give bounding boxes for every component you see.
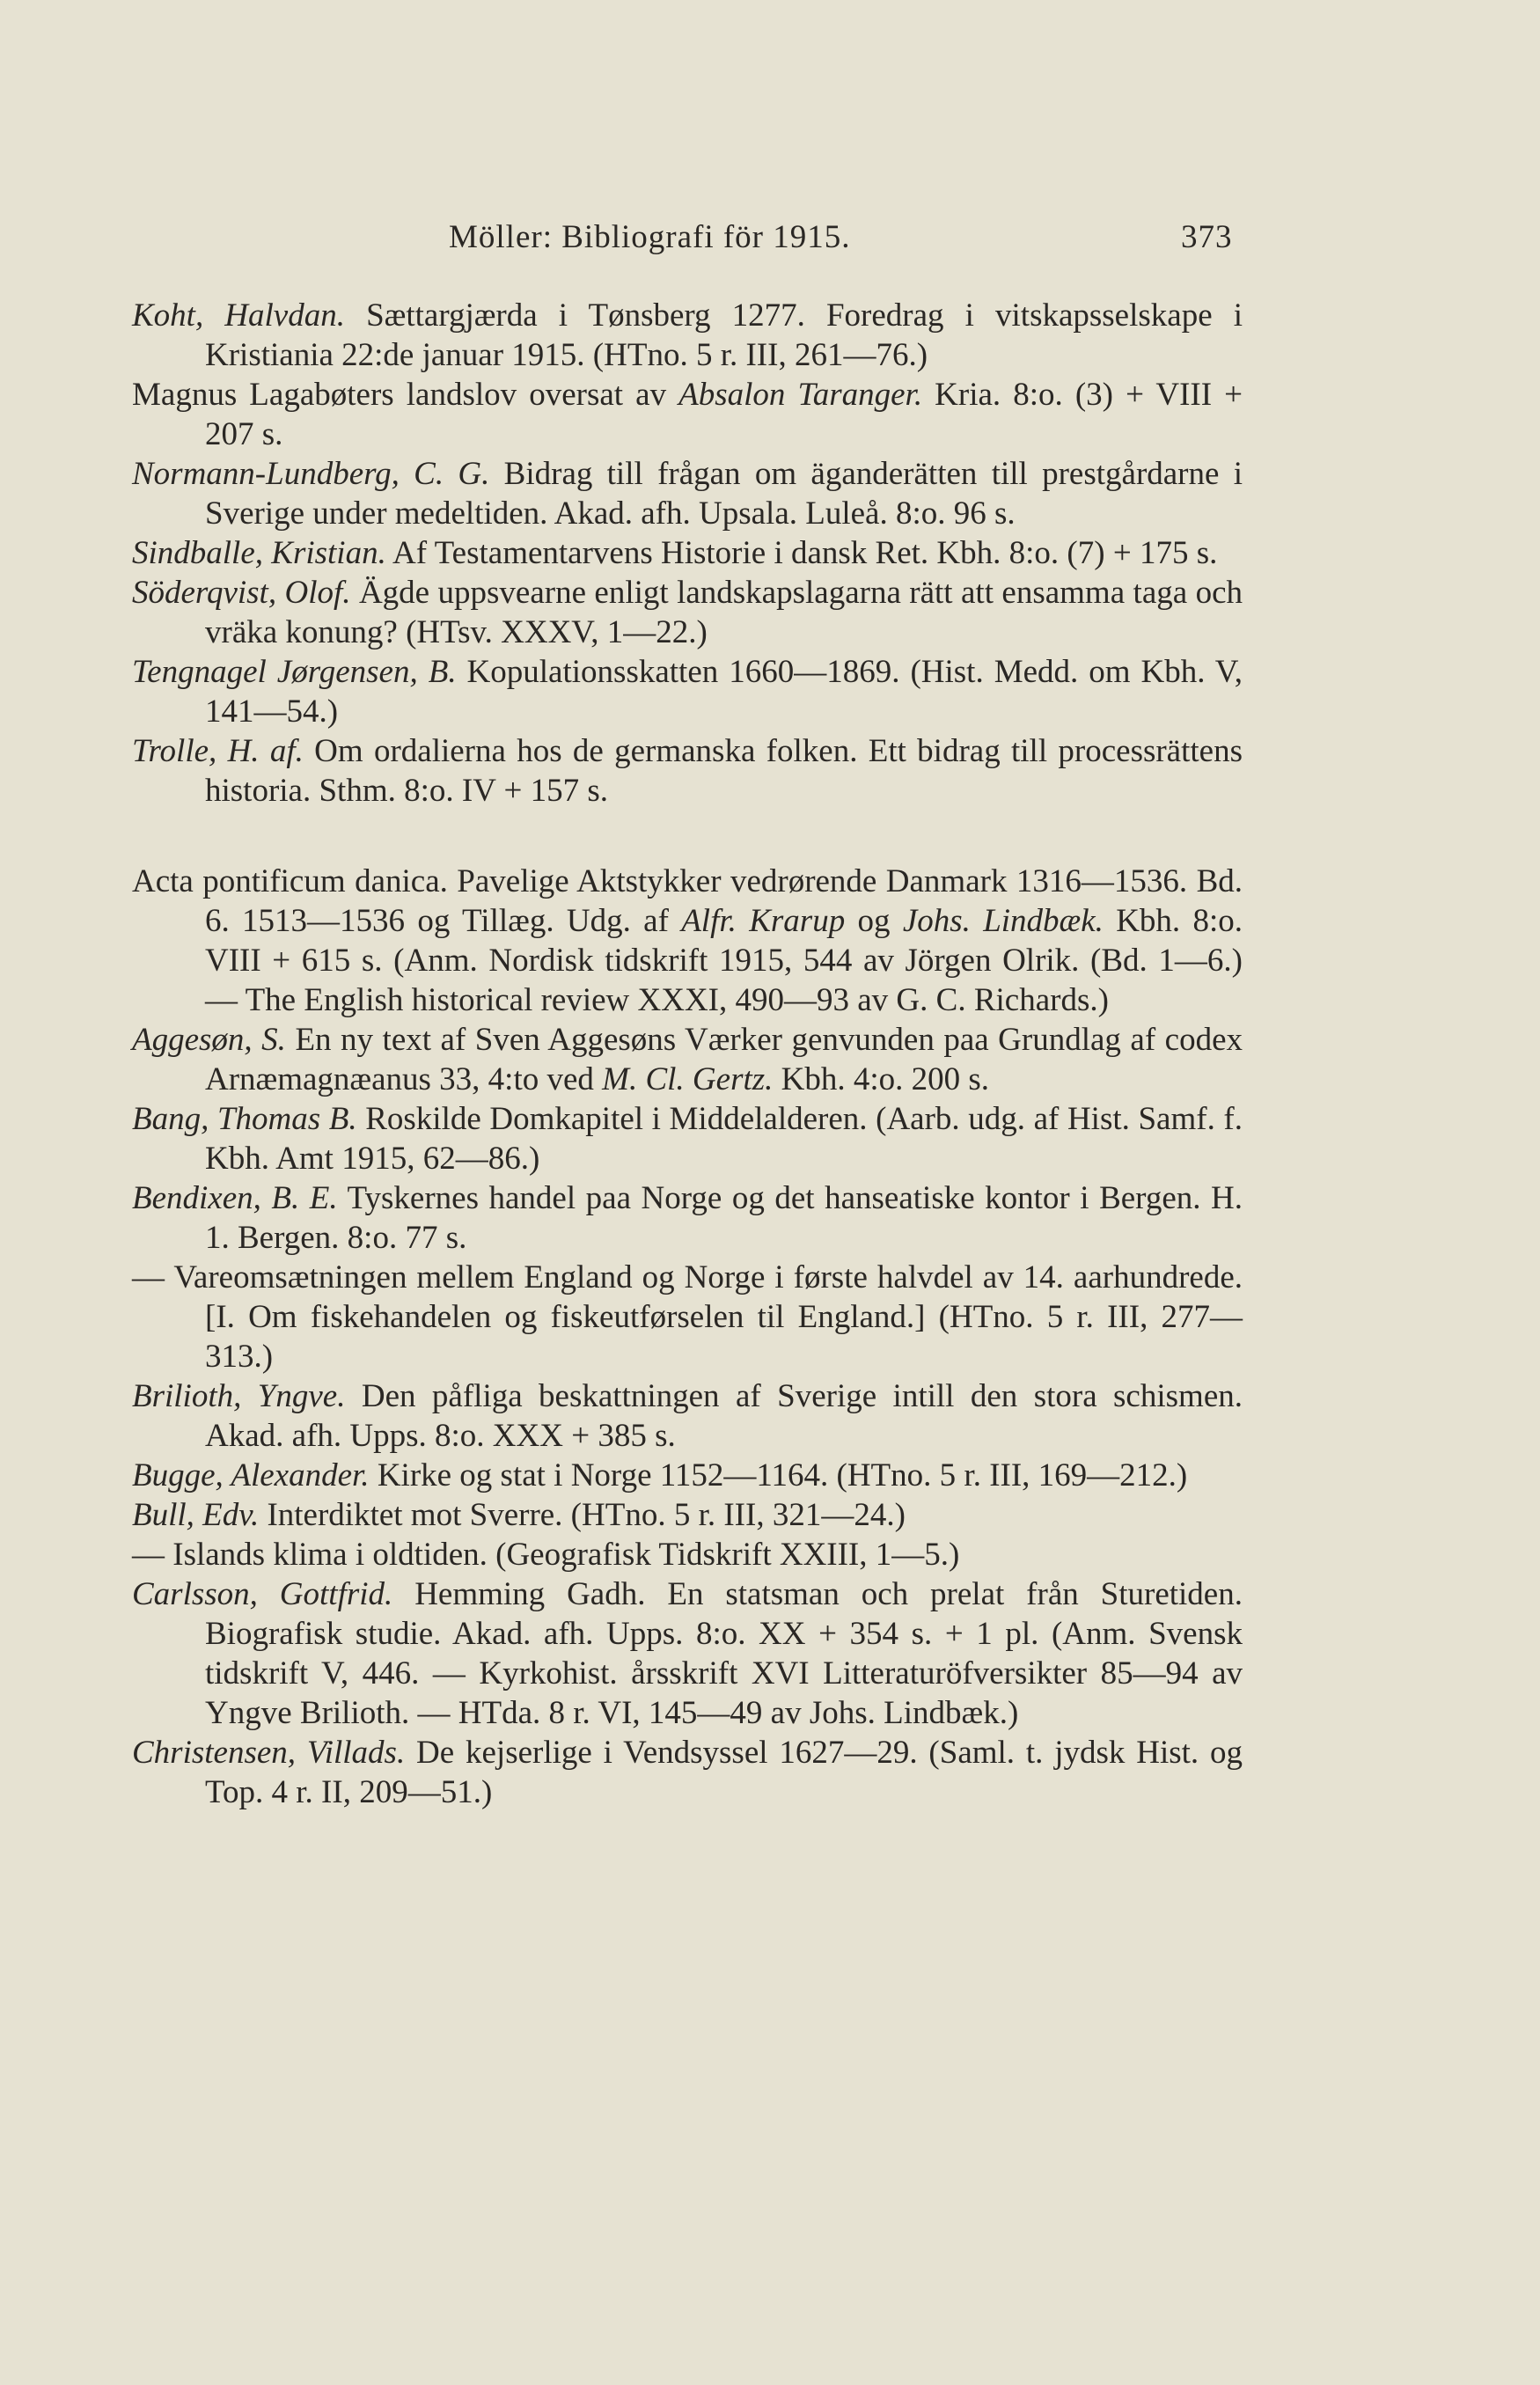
entry-text: Ägde uppsvearne enligt landskapslagarna rätt att ensamma taga och vräka konung? (HTsv. XXXV, 1—22.) — [205, 575, 1243, 650]
bib-entry — [132, 731, 1243, 811]
page-header — [0, 218, 1540, 262]
bib-entry — [132, 1535, 1243, 1574]
entry-author: Brilioth, Yngve. — [132, 1378, 346, 1414]
entry-author: Sindballe, Kristian. — [132, 535, 386, 571]
page-number: 373 — [1181, 219, 1233, 255]
entry-author: Bull, Edv. — [132, 1497, 260, 1533]
bib-entry — [132, 1178, 1243, 1258]
entry-author: Bugge, Alexander. — [132, 1457, 370, 1493]
entry-text-tail: Kbh. 8:o. VIII + 615 s. (Anm. Nordisk tidskrift 1915, 544 av Jörgen Olrik. (Bd. 1—6.) — The English historical review XXXI, 490—93 av G. C. Richards.) — [205, 903, 1243, 1018]
bib-entry — [132, 862, 1243, 1020]
entry-text: Magnus Lagabøters landslov oversat av — [132, 377, 679, 413]
entry-text: Kirke og stat i Norge 1152—1164. (HTno. 5 r. III, 169—212.) — [369, 1457, 1188, 1493]
bibliography-list — [132, 296, 1243, 1812]
entry-text: Tyskernes handel paa Norge og det hanseatiske kontor i Bergen. H. 1. Bergen. 8:o. 77 s. — [205, 1180, 1243, 1256]
entry-author: Carlsson, Gottfrid. — [132, 1576, 393, 1612]
entry-text-mid: og — [845, 903, 903, 939]
entry-text: Om ordalierna hos de germanska folken. Ett bidrag till processrättens historia. Sthm. 8:o. IV + 157 s. — [205, 733, 1243, 809]
bib-entry — [132, 375, 1243, 454]
entry-text: Bidrag till frågan om äganderätten till prestgårdarne i Sverige under medeltiden. Akad. afh. Upsala. Luleå. 8:o. 96 s. — [205, 456, 1243, 532]
entry-author: Bang, Thomas B. — [132, 1101, 357, 1137]
bib-entry — [132, 652, 1243, 731]
bib-entry — [132, 1733, 1243, 1812]
bib-entry — [132, 1258, 1243, 1376]
entry-text-tail: Kbh. 4:o. 200 s. — [773, 1061, 990, 1097]
bib-entry — [132, 1376, 1243, 1456]
entry-text: Den påfliga beskattningen af Sverige intill den stora schismen. Akad. afh. Upps. 8:o. XXX + 385 s. — [205, 1378, 1243, 1454]
entry-author: Koht, Halvdan. — [132, 297, 345, 334]
entry-text: En ny text af Sven Aggesøns Værker genvunden paa Grundlag af codex Arnæmagnæanus 33, 4:to ved — [205, 1022, 1243, 1097]
entry-text: — Vareomsætningen mellem England og Norge i første halvdel av 14. aarhundrede. [I. Om fiskehandelen og fiskeutførselen til England.] (HTno. 5 r. III, 277—313.) — [132, 1259, 1243, 1375]
bib-entry — [132, 573, 1243, 652]
running-title: Möller: Bibliografi för 1915. — [449, 219, 851, 255]
entry-text: — Islands klima i oldtiden. (Geografisk Tidskrift XXIII, 1—5.) — [132, 1537, 960, 1573]
entry-text: Acta pontificum danica. Pavelige Aktstykker vedrørende Danmark 1316—1536. Bd. 6. 1513—1536 og Tillæg. Udg. af — [132, 863, 1243, 939]
entry-author: Bendixen, B. E. — [132, 1180, 338, 1216]
bib-entry — [132, 533, 1243, 573]
entry-text: Roskilde Domkapitel i Middelalderen. (Aarb. udg. af Hist. Samf. f. Kbh. Amt 1915, 62—86.) — [205, 1101, 1243, 1177]
section-gap — [132, 811, 1243, 862]
entry-text: Interdiktet mot Sverre. (HTno. 5 r. III, 321—24.) — [259, 1497, 906, 1533]
entry-editor: Absalon Taranger. — [678, 377, 923, 413]
entry-editor: M. Cl. Gertz. — [602, 1061, 774, 1097]
bib-entry — [132, 454, 1243, 533]
entry-author: Trolle, H. af. — [132, 733, 304, 769]
entry-text: Hemming Gadh. En statsman och prelat från Sturetiden. Biografisk studie. Akad. afh. Upps. 8:o. XX + 354 s. + 1 pl. (Anm. Svensk tidskrift V, 446. — Kyrkohist. årsskrift XVI Litteraturöfversikter 85—94 av Yngve Brilioth. — HTda. 8 r. VI, 145—49 av Johs. Lindbæk.) — [205, 1576, 1243, 1731]
entry-author: Tengnagel Jørgensen, B. — [132, 654, 457, 690]
entry-editor: Alfr. Krarup — [681, 903, 846, 939]
entry-editor-2: Johs. Lindbæk. — [902, 903, 1104, 939]
bib-entry — [132, 1456, 1243, 1495]
entry-author: Aggesøn, S. — [132, 1022, 286, 1058]
entry-text-tail: Kria. 8:o. (3) + VIII + 207 s. — [205, 377, 1243, 452]
entry-author: Normann-Lundberg, C. G. — [132, 456, 490, 492]
entry-author: Söderqvist, Olof. — [132, 575, 351, 611]
entry-text: Af Testamentarvens Historie i dansk Ret. Kbh. 8:o. (7) + 175 s. — [385, 535, 1218, 571]
bib-entry — [132, 1099, 1243, 1178]
bib-entry — [132, 1495, 1243, 1535]
entry-author: Christensen, Villads. — [132, 1735, 406, 1771]
bib-entry — [132, 1574, 1243, 1733]
entry-text: De kejserlige i Vendsyssel 1627—29. (Saml. t. jydsk Hist. og Top. 4 r. II, 209—51.) — [205, 1735, 1243, 1810]
entry-text: Kopulationsskatten 1660—1869. (Hist. Medd. om Kbh. V, 141—54.) — [205, 654, 1243, 730]
entry-text: Sættargjærda i Tønsberg 1277. Foredrag i vitskapsselskape i Kristiania 22:de januar 1915. (HTno. 5 r. III, 261—76.) — [205, 297, 1243, 373]
bib-entry — [132, 1020, 1243, 1099]
bib-entry — [132, 296, 1243, 375]
